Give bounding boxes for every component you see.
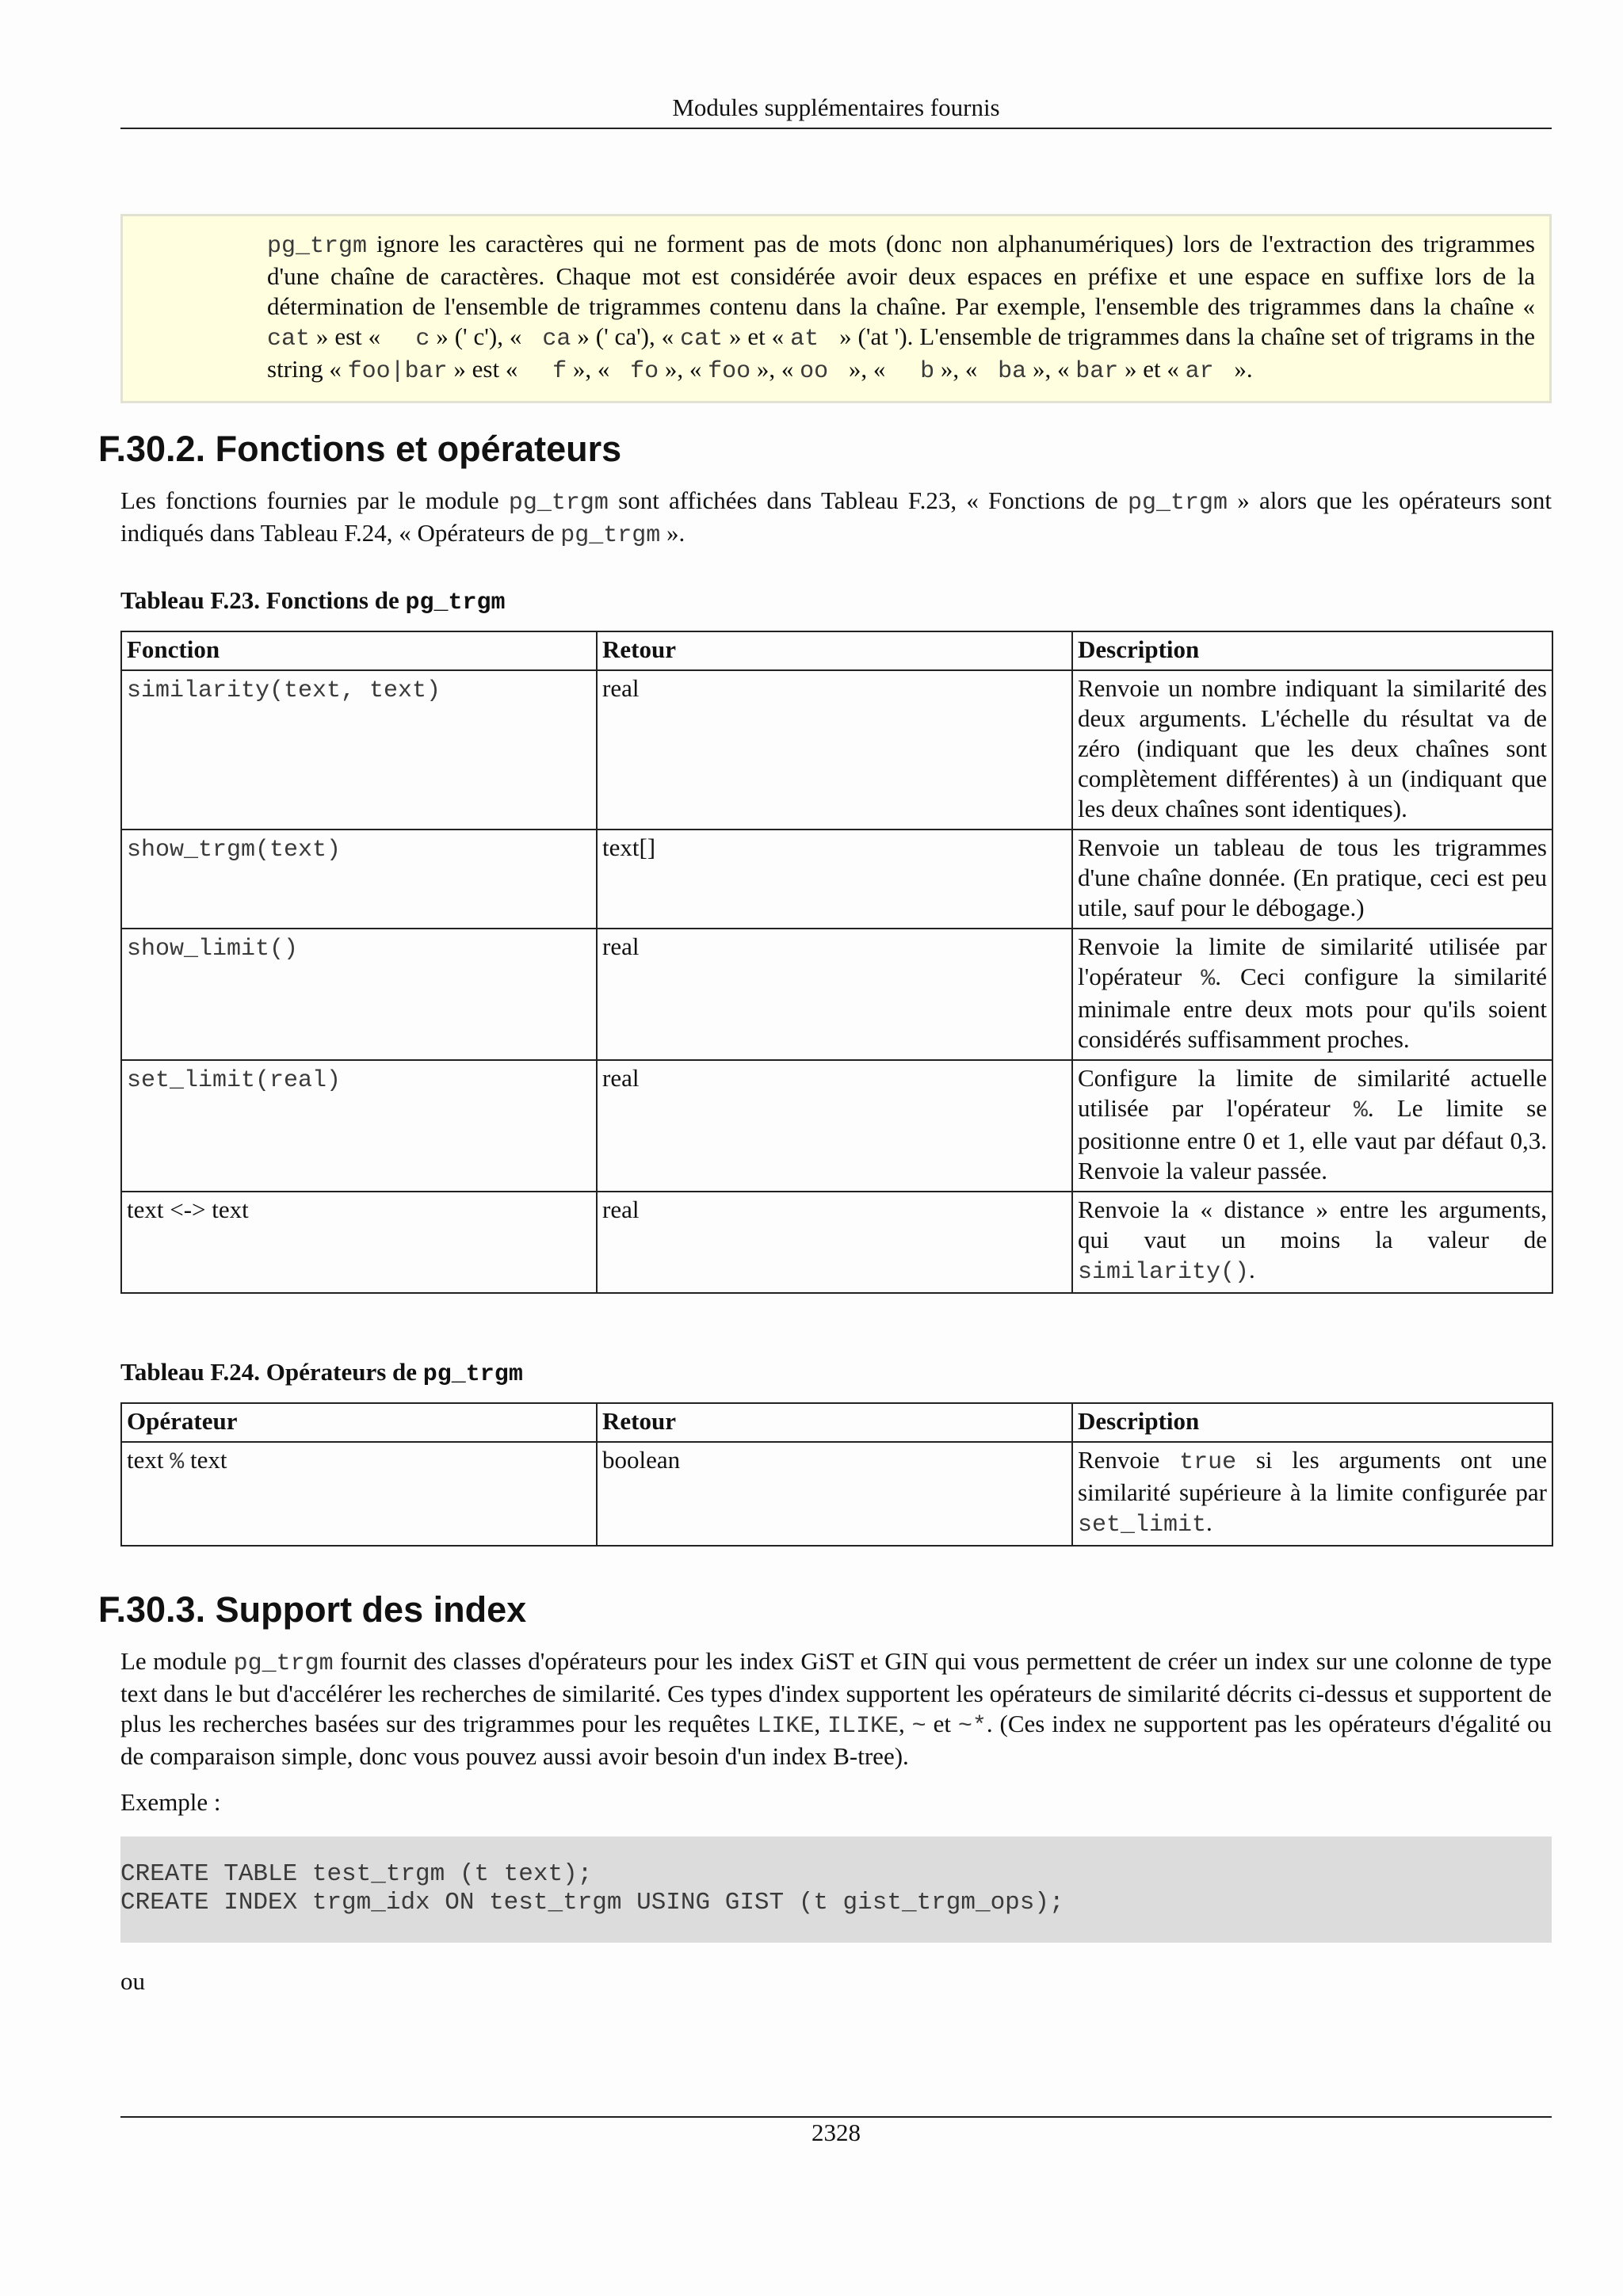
function-cell: show_limit() — [121, 929, 597, 1060]
return-cell: real — [597, 1060, 1072, 1192]
table-row — [121, 1442, 1552, 1546]
description-cell: Renvoie la limite de similarité utilisée par l'opérateur %. Ceci configure la similarité minimale entre deux mots pour qu'ils soient considérés suffisamment proches. — [1072, 929, 1552, 1060]
return-cell: real — [597, 1192, 1072, 1293]
section2-paragraph: Les fonctions fournies par le module pg_trgm sont affichées dans Tableau F.23, « Fonctions de pg_trgm » alors que les opérateurs sont indiqués dans Tableau F.24, « Opérateurs de pg_trgm ». — [120, 486, 1552, 549]
column-header: Opérateur — [121, 1403, 597, 1442]
function-cell: similarity(text, text) — [121, 670, 597, 830]
function-cell: show_trgm(text) — [121, 830, 597, 929]
after-code-text: ou — [120, 1967, 145, 1995]
description-cell: Renvoie un nombre indiquant la similarité des deux arguments. L'échelle du résultat va de zéro (indiquant que les deux chaînes sont complètement différentes) à un (indiquant que les deux chaînes sont identiques). — [1072, 670, 1552, 830]
page-content — [98, 214, 1552, 1997]
example-label: Exemple : — [120, 1788, 221, 1816]
column-header: Retour — [597, 631, 1072, 670]
code-line: CREATE TABLE test_trgm (t text); — [120, 1860, 593, 1888]
note-box — [120, 214, 1552, 403]
table-row — [121, 929, 1552, 1060]
description-cell: Renvoie true si les arguments ont une similarité supérieure à la limite configurée par set_limit. — [1072, 1442, 1552, 1546]
page-number: 2328 — [812, 2119, 861, 2146]
return-cell: text[] — [597, 830, 1072, 929]
column-header: Description — [1072, 1403, 1552, 1442]
return-cell: real — [597, 670, 1072, 830]
table-header-row — [121, 1403, 1552, 1442]
table-row — [121, 670, 1552, 830]
return-cell: boolean — [597, 1442, 1072, 1546]
operator-cell: text % text — [121, 1442, 597, 1546]
functions-table — [120, 631, 1553, 1294]
section-heading-index: F.30.3. Support des index — [98, 1589, 527, 1630]
table23-caption: Tableau F.23. Fonctions de pg_trgm — [120, 586, 506, 616]
running-header: Modules supplémentaires fournis — [672, 93, 1000, 121]
operators-table — [120, 1402, 1553, 1547]
table24-caption: Tableau F.24. Opérateurs de pg_trgm — [120, 1358, 523, 1388]
table-row — [121, 830, 1552, 929]
return-cell: real — [597, 929, 1072, 1060]
function-cell: text <-> text — [121, 1192, 597, 1293]
column-header: Retour — [597, 1403, 1072, 1442]
code-block — [120, 1836, 1552, 1943]
code-line: CREATE INDEX trgm_idx ON test_trgm USING GIST (t gist_trgm_ops); — [120, 1889, 1064, 1917]
column-header: Fonction — [121, 631, 597, 670]
header-rule — [120, 128, 1552, 129]
section3-paragraph: Le module pg_trgm fournit des classes d'opérateurs pour les index GiST et GIN qui vous permettent de créer un index sur une colonne de type text dans le but d'accélérer les recherches de similarité. Ces types d'index supportent les opérateurs de similarité décrits ci-dessus et supportent de plus les recherches basées sur des trigrammes pour les requêtes LIKE, ILIKE, ~ et ~*. (Ces index ne supportent pas les opérateurs d'égalité ou de comparaison simple, donc vous pouvez aussi avoir besoin d'un index B-tree). — [120, 1647, 1552, 1770]
note-text: pg_trgm ignore les caractères qui ne forment pas de mots (donc non alphanumériques) lors de l'extraction des trigrammes d'une chaîne de caractères. Chaque mot est considérée avoir deux espaces en préfixe et une espace en suffixe lors de la détermination de l'ensemble de trigrammes contenu dans la chaîne. Par exemple, l'ensemble des trigrammes dans la chaîne « cat » est « c » (' c'), « ca » (' ca'), « cat » et « at » ('at '). L'ensemble de trigrammes dans la chaîne set of trigrams in the string « foo|bar » est « f », « fo », « foo », « oo », « b », « ba », « bar » et « ar ». — [267, 230, 1536, 385]
table-header-row — [121, 631, 1552, 670]
section-heading-functions: F.30.2. Fonctions et opérateurs — [98, 429, 622, 469]
description-cell: Configure la limite de similarité actuelle utilisée par l'opérateur %. Le limite se positionne entre 0 et 1, elle vaut par défaut 0,3. Renvoie la valeur passée. — [1072, 1060, 1552, 1192]
table-row — [121, 1192, 1552, 1293]
column-header: Description — [1072, 631, 1552, 670]
description-cell: Renvoie la « distance » entre les arguments, qui vaut un moins la valeur de similarity(). — [1072, 1192, 1552, 1293]
function-cell: set_limit(real) — [121, 1060, 597, 1192]
description-cell: Renvoie un tableau de tous les trigrammes d'une chaîne donnée. (En pratique, ceci est peu utile, sauf pour le débogage.) — [1072, 830, 1552, 929]
table-row — [121, 1060, 1552, 1192]
